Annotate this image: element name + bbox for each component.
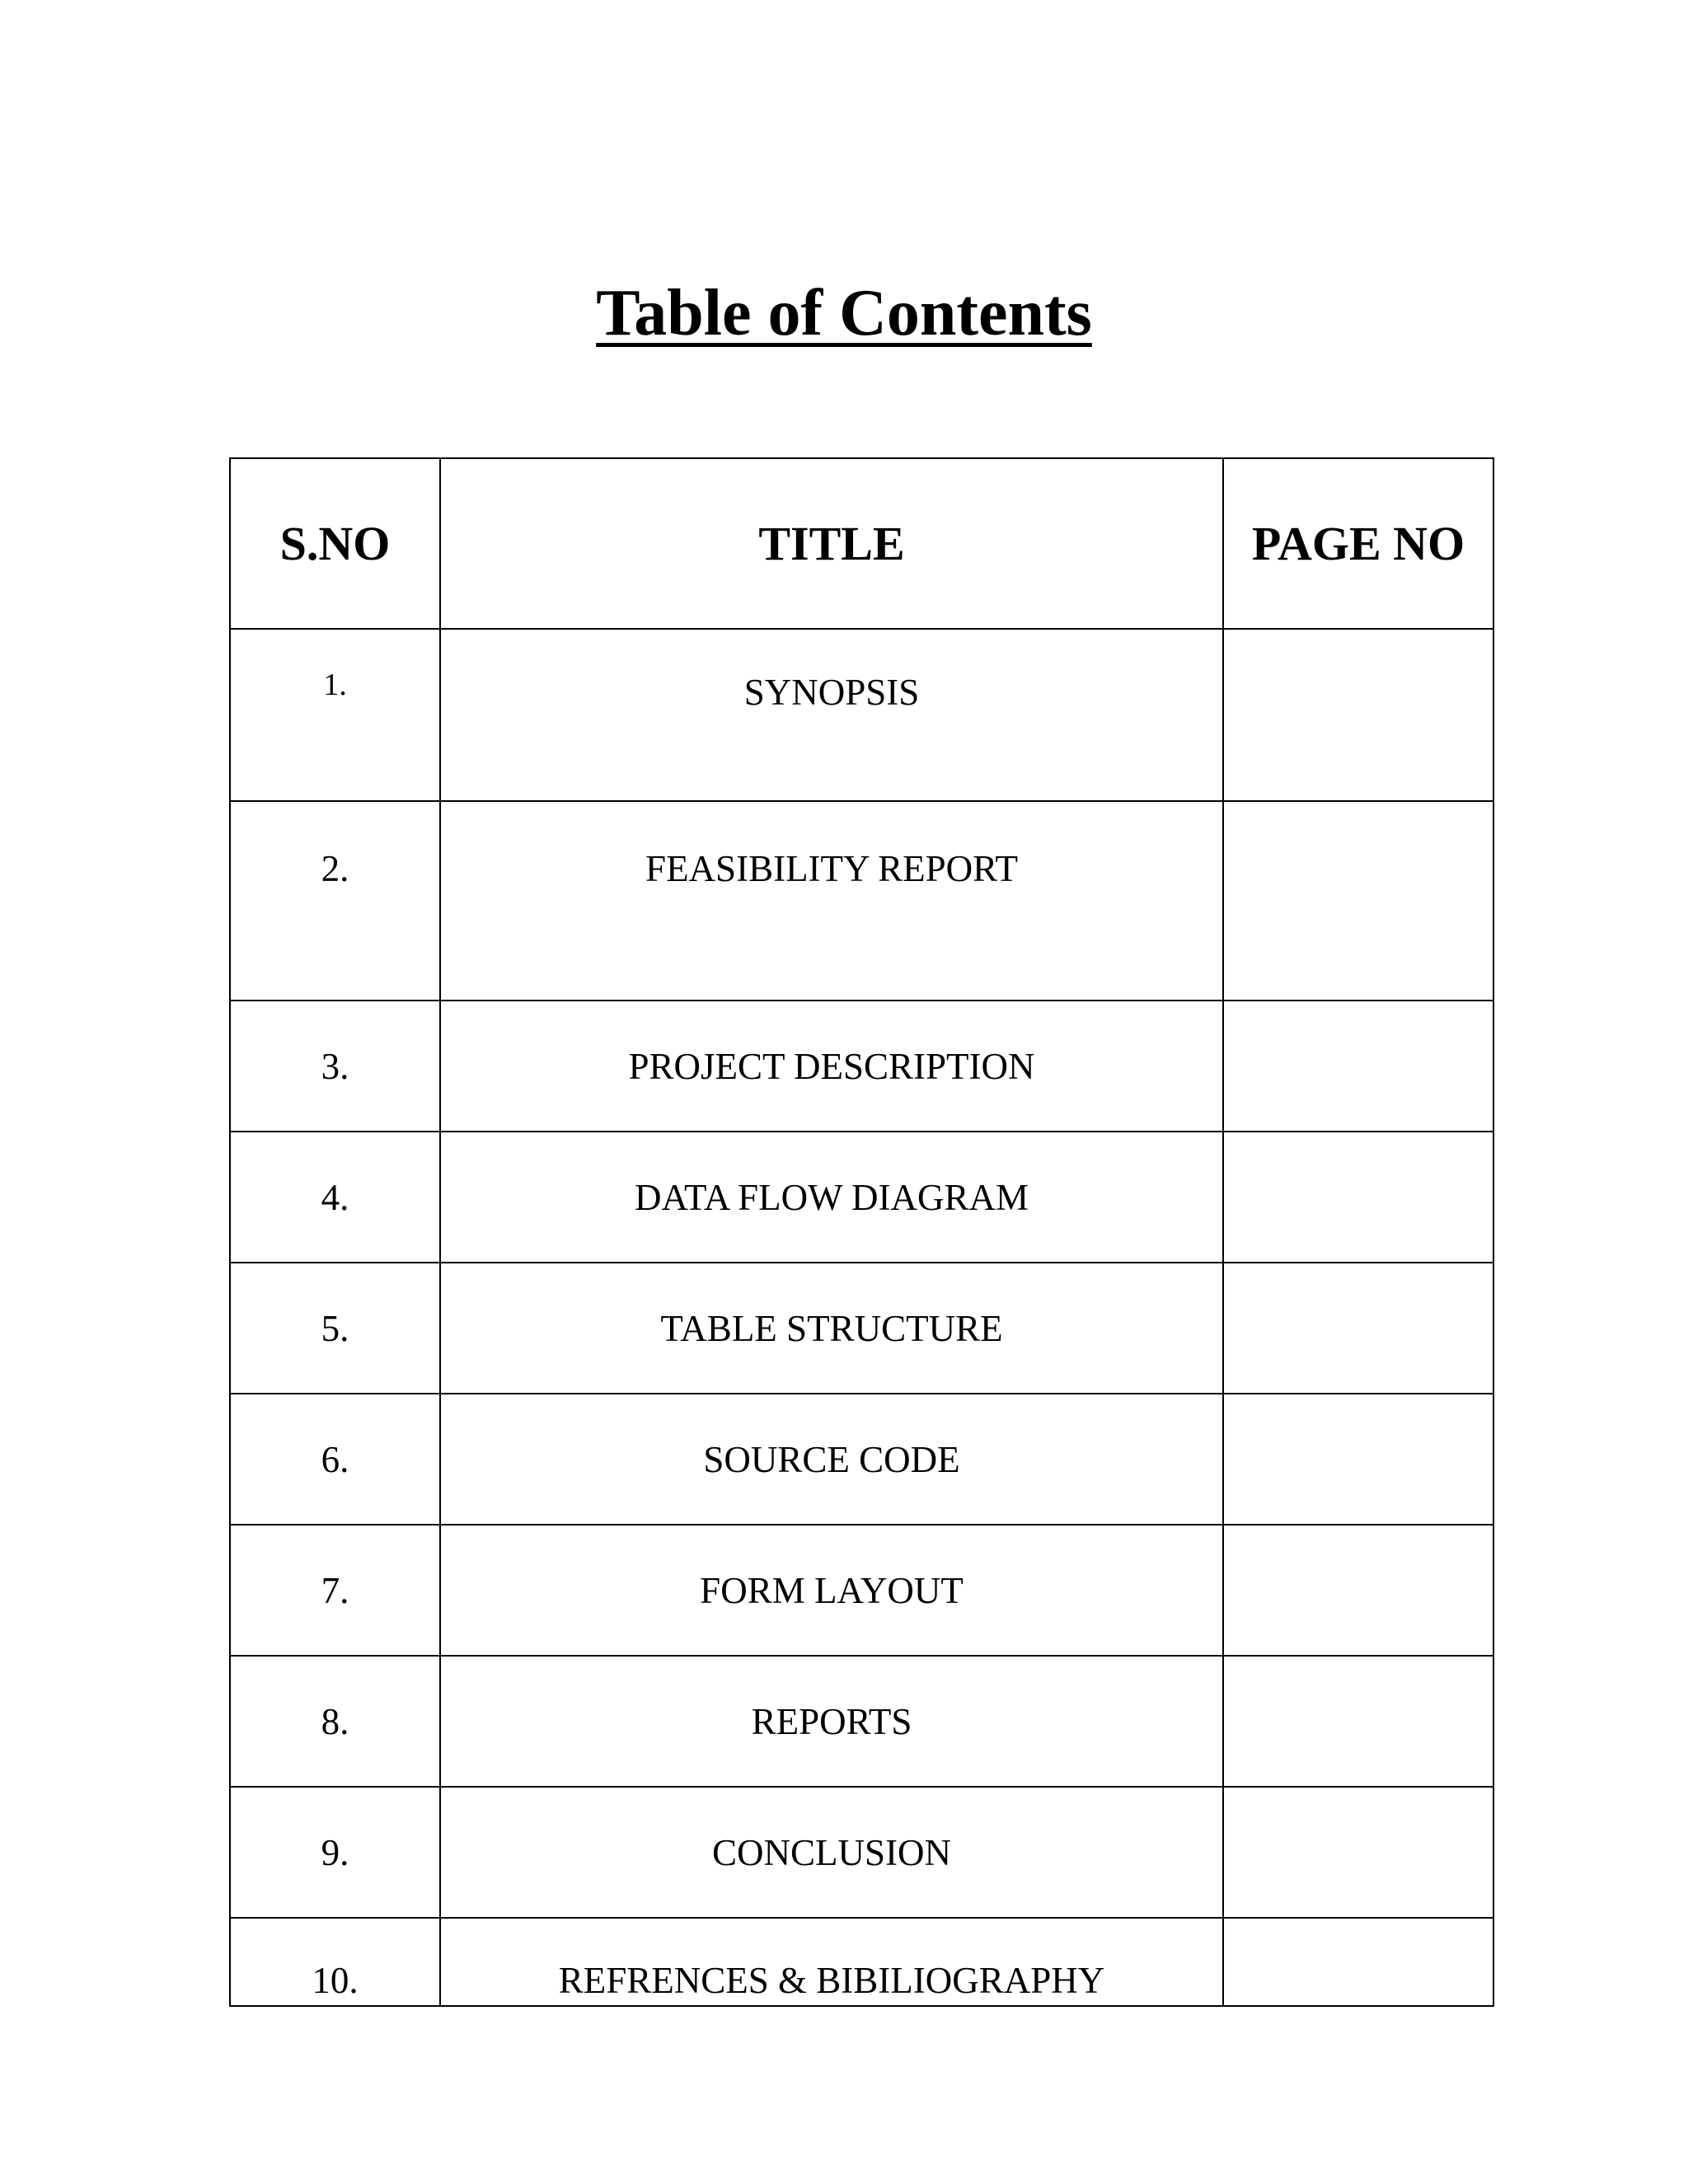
row-title: PROJECT DESCRIPTION xyxy=(440,1001,1223,1132)
row-sno: 1. xyxy=(230,629,440,801)
row-page-no xyxy=(1223,1918,1493,2006)
row-page-no xyxy=(1223,801,1493,1001)
row-title: CONCLUSION xyxy=(440,1787,1223,1918)
row-sno: 6. xyxy=(230,1394,440,1525)
row-page-no xyxy=(1223,1263,1493,1394)
page-title-text: Table of Contents xyxy=(596,277,1092,349)
toc-row xyxy=(230,1525,1493,1656)
row-title: SOURCE CODE xyxy=(440,1394,1223,1525)
row-sno: 10. xyxy=(230,1918,440,2006)
row-title: FORM LAYOUT xyxy=(440,1525,1223,1656)
row-sno: 4. xyxy=(230,1132,440,1263)
toc-row xyxy=(230,1001,1493,1132)
toc-row xyxy=(230,801,1493,1001)
header-sno: S.NO xyxy=(230,458,440,629)
toc-row xyxy=(230,1656,1493,1787)
toc-row xyxy=(230,1394,1493,1525)
row-sno: 9. xyxy=(230,1787,440,1918)
header-title: TITLE xyxy=(440,458,1223,629)
toc-row xyxy=(230,1918,1493,2006)
row-title: REFRENCES & BIBILIOGRAPHY xyxy=(440,1918,1223,2006)
toc-row xyxy=(230,1263,1493,1394)
row-page-no xyxy=(1223,1525,1493,1656)
row-title: FEASIBILITY REPORT xyxy=(440,801,1223,1001)
row-title: SYNOPSIS xyxy=(440,629,1223,801)
row-sno: 3. xyxy=(230,1001,440,1132)
row-title: TABLE STRUCTURE xyxy=(440,1263,1223,1394)
row-page-no xyxy=(1223,1787,1493,1918)
page-title xyxy=(0,272,1688,354)
toc-row xyxy=(230,629,1493,801)
row-sno: 2. xyxy=(230,801,440,1001)
toc-row xyxy=(230,1787,1493,1918)
toc-header-row xyxy=(230,458,1493,629)
toc-table xyxy=(229,457,1494,2007)
row-title: DATA FLOW DIAGRAM xyxy=(440,1132,1223,1263)
row-page-no xyxy=(1223,629,1493,801)
header-page-no: PAGE NO xyxy=(1223,458,1493,629)
row-sno: 8. xyxy=(230,1656,440,1787)
row-page-no xyxy=(1223,1132,1493,1263)
row-sno: 7. xyxy=(230,1525,440,1656)
row-page-no xyxy=(1223,1394,1493,1525)
row-page-no xyxy=(1223,1001,1493,1132)
toc-row xyxy=(230,1132,1493,1263)
row-page-no xyxy=(1223,1656,1493,1787)
row-sno: 5. xyxy=(230,1263,440,1394)
row-title: REPORTS xyxy=(440,1656,1223,1787)
